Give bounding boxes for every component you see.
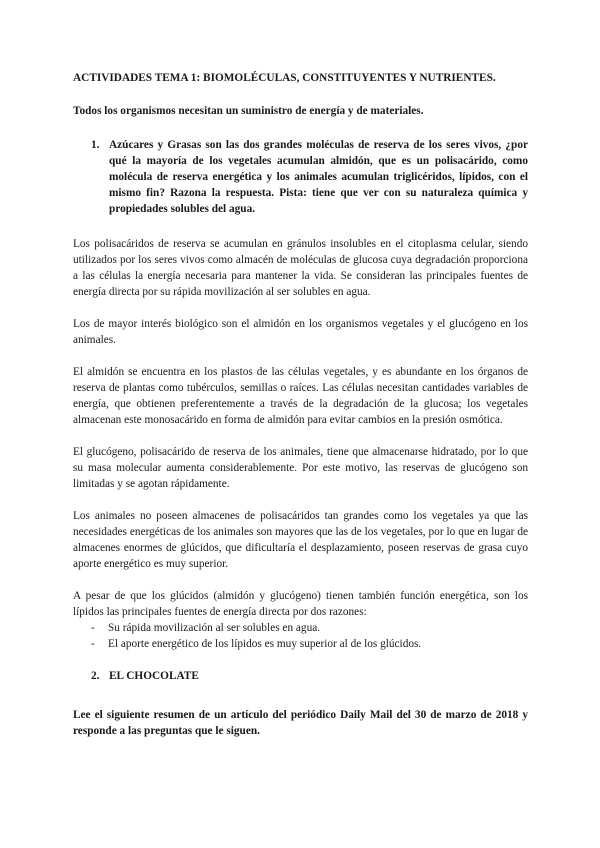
- section-2-title: EL CHOCOLATE: [109, 670, 199, 682]
- intro-statement: Todos los organismos necesitan un suministro de energía y de materiales.: [73, 105, 424, 117]
- closing-instruction: Lee el siguiente resumen de un artículo del periódico Daily Mail del 30 de marzo de 2018 y responde a las preguntas que le siguen.: [73, 709, 528, 737]
- reasons-list: [73, 620, 528, 652]
- question-1: [91, 137, 528, 217]
- document-title: ACTIVIDADES TEMA 1: BIOMOLÉCULAS, CONSTITUYENTES Y NUTRIENTES.: [73, 72, 496, 84]
- paragraph-lipids-energy: A pesar de que los glúcidos (almidón y glucógeno) tienen también función energética, son los lípidos las principales fuentes de energía directa por dos razones:: [73, 590, 528, 618]
- section-2-heading: [91, 668, 528, 684]
- list-item: [73, 620, 528, 636]
- paragraph-biological-interest: Los de mayor interés biológico son el almidón en los organismos vegetales y el glucógeno en los animales.: [73, 318, 528, 346]
- paragraph-glycogen: El glucógeno, polisacárido de reserva de los animales, tiene que almacenarse hidratado, por lo que su masa molecular aumenta considerablemente. Por este motivo, las reservas de glucógeno son limitadas y se agotan rápidamente.: [73, 446, 528, 490]
- paragraph-reserve-polysaccharides: Los polisacáridos de reserva se acumulan en gránulos insolubles en el citoplasma celular, siendo utilizados por los seres vivos como almacén de moléculas de glucosa cuya degradación proporciona a las células la energía necesaria para mantener la vida. Se consideran las principales fuentes de energía directa por su rápida movilización al ser solubles en agua.: [73, 238, 528, 298]
- list-item: [73, 636, 528, 652]
- dash-bullet: -: [91, 622, 95, 634]
- question-1-number: 1.: [91, 139, 100, 151]
- dash-bullet: -: [91, 638, 95, 650]
- question-1-text: Azúcares y Grasas son las dos grandes moléculas de reserva de los seres vivos, ¿por qué la mayoría de los vegetales acumulan almidón, que es un polisacárido, como molécula de reserva energética y los animales acumulan triglicéridos, lípidos, con el mismo fin? Razona la respuesta. Pista: tiene que ver con su naturaleza química y propiedades solubles del agua.: [109, 139, 528, 215]
- paragraph-animal-reserves: Los animales no poseen almacenes de polisacáridos tan grandes como los vegetales ya que las necesidades energéticas de los animales son mayores que las de los vegetales, por lo que en lugar de almacenes enormes de glúcidos, que dificultaría el desplazamiento, poseen reservas de grasa cuyo aporte energético es muy superior.: [73, 510, 528, 570]
- paragraph-starch: El almidón se encuentra en los plastos de las células vegetales, y es abundante en los órganos de reserva de plantas como tubérculos, semillas o raíces. Las células necesitan cantidades variables de energía, que obtienen preferentemente a través de la degradación de la glucosa; los vegetales almacenan este monosacárido en forma de almidón para evitar cambios en la presión osmótica.: [73, 366, 528, 426]
- reason-text: El aporte energético de los lípidos es muy superior al de los glúcidos.: [108, 638, 422, 650]
- section-2-number: 2.: [91, 670, 100, 682]
- reason-text: Su rápida movilización al ser solubles en agua.: [108, 622, 321, 634]
